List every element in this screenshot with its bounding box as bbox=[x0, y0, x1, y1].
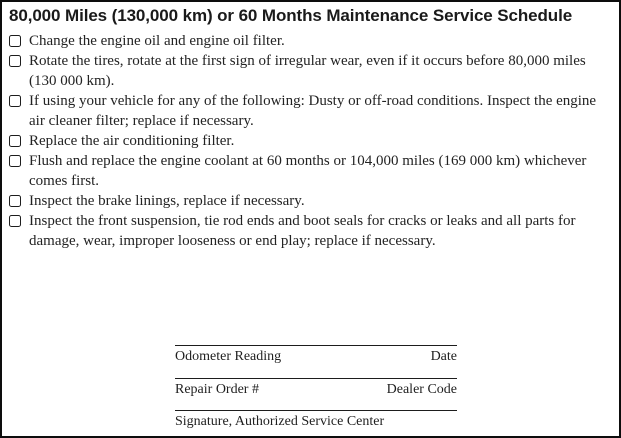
checkbox-icon bbox=[9, 155, 21, 167]
list-item-text: Inspect the brake linings, replace if necessary. bbox=[29, 193, 305, 209]
list-item bbox=[9, 131, 613, 151]
checkbox-icon bbox=[9, 55, 21, 67]
list-item-text: Replace the air conditioning filter. bbox=[29, 133, 235, 149]
list-item bbox=[9, 211, 613, 251]
signature-label: Signature, Authorized Service Center bbox=[175, 414, 385, 429]
checkbox-icon bbox=[9, 215, 21, 227]
list-item bbox=[9, 191, 613, 211]
list-item-text: Flush and replace the engine coolant at 60 months or 104,000 miles (169 000 km) whichever comes first. bbox=[29, 153, 587, 189]
maintenance-checklist bbox=[9, 31, 613, 251]
service-record-form bbox=[175, 345, 457, 430]
date-label: Date bbox=[430, 349, 457, 364]
form-row-signature bbox=[175, 410, 457, 430]
repair-order-label: Repair Order # bbox=[175, 382, 259, 397]
list-item-text: Inspect the front suspension, tie rod ends and boot seals for cracks or leaks and all parts for damage, wear, improper looseness or end play; replace if necessary. bbox=[29, 213, 576, 249]
list-item bbox=[9, 31, 613, 51]
checkbox-icon bbox=[9, 195, 21, 207]
list-item-text: Change the engine oil and engine oil filter. bbox=[29, 33, 285, 49]
form-row-odometer-date bbox=[175, 345, 457, 378]
odometer-reading-label: Odometer Reading bbox=[175, 349, 282, 364]
checkbox-icon bbox=[9, 135, 21, 147]
list-item-text: If using your vehicle for any of the following: Dusty or off-road conditions. Inspect the engine air cleaner filter; replace if necessary. bbox=[29, 93, 597, 129]
page-title: 80,000 Miles (130,000 km) or 60 Months Maintenance Service Schedule bbox=[9, 6, 573, 25]
checkbox-icon bbox=[9, 35, 21, 47]
form-row-repair-dealer bbox=[175, 378, 457, 410]
checkbox-icon bbox=[9, 95, 21, 107]
list-item bbox=[9, 51, 613, 91]
list-item bbox=[9, 151, 613, 191]
dealer-code-label: Dealer Code bbox=[386, 382, 457, 397]
list-item bbox=[9, 91, 613, 131]
list-item-text: Rotate the tires, rotate at the first sign of irregular wear, even if it occurs before 80,000 miles (130 000 km). bbox=[29, 53, 586, 89]
